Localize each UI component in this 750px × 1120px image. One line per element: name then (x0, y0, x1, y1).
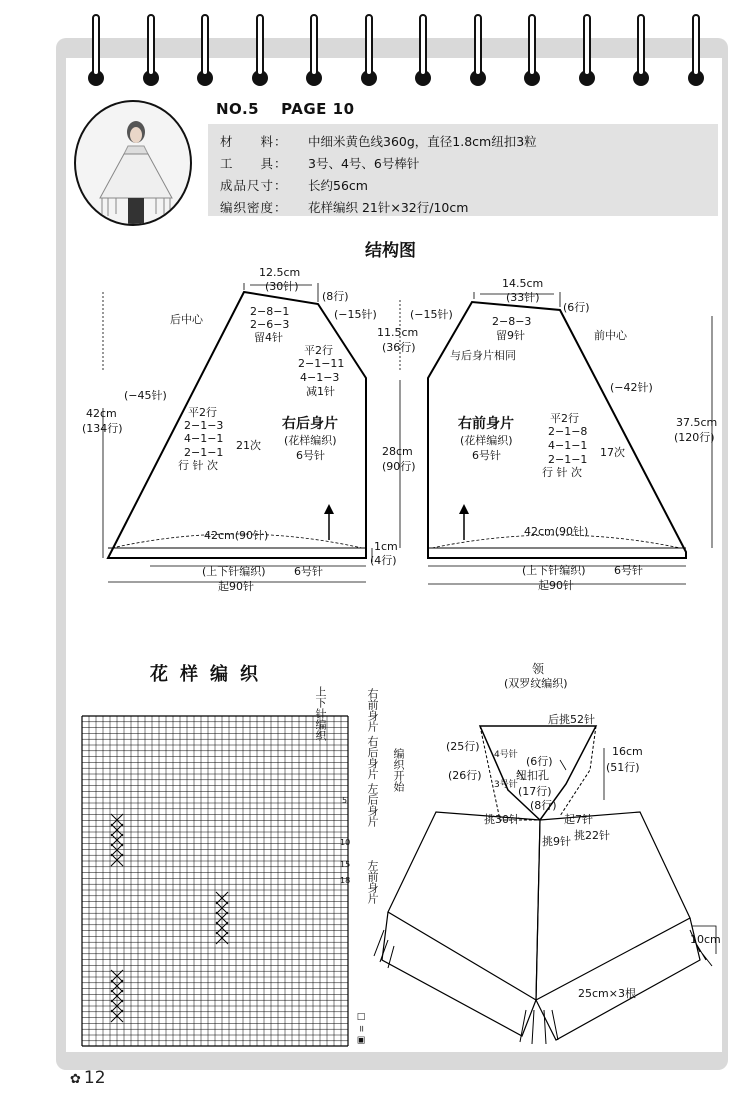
back-side-r1: 2−1−11 (298, 357, 345, 370)
front-rows6: (6行) (563, 301, 590, 314)
collar-rows25: (25行) (446, 740, 480, 753)
back-dec15: (−15针) (334, 308, 377, 321)
back-pattern: (花样编织) (284, 434, 337, 447)
mid-h2: 28cm (382, 445, 413, 458)
chart-row-5: 5 (342, 796, 348, 805)
chart-row-10: 10 (340, 838, 351, 847)
back-center-label: 后中心 (170, 313, 203, 326)
back-top-rule1: 2−8−1 (250, 305, 290, 318)
front-rule-r2: 4−1−1 (548, 439, 588, 452)
mid-h1-rows: (36行) (382, 341, 416, 354)
collar-subtitle: (双罗纹编织) (504, 677, 568, 690)
chart-legend: □ = ▣ (356, 1012, 366, 1046)
back-left-r2: 4−1−1 (184, 432, 224, 445)
front-rule-r3: 2−1−1 (548, 453, 588, 466)
front-rib-needle: 6号针 (614, 564, 643, 577)
collar-rows6: (6行) (526, 755, 553, 768)
page-number: ✿ 12 (70, 1068, 106, 1088)
front-times: 17次 (600, 446, 625, 459)
back-piece-name: 右后身片 (282, 416, 338, 432)
back-left-dec: (−45针) (124, 389, 167, 402)
collar-back-pick: 后挑52针 (548, 713, 595, 726)
collar-fringe: 25cm×3根 (578, 987, 636, 1000)
collar-sts4: 4号针 (494, 750, 518, 760)
front-rule-flat: 平2行 (550, 412, 579, 425)
front-height-rows: (120行) (674, 431, 715, 444)
back-rib-needle: 6号针 (294, 565, 323, 578)
front-top-sts: (33针) (506, 291, 540, 304)
front-dec15: (−15针) (410, 308, 453, 321)
front-top-rule1: 2−8−3 (492, 315, 532, 328)
collar-title: 领 (532, 662, 545, 676)
front-top-width: 14.5cm (502, 277, 544, 290)
back-cast-on: 起90针 (218, 580, 254, 593)
front-right-dec: (−42针) (610, 381, 653, 394)
spec-size: 成品尺寸： 长约56cm (220, 178, 368, 193)
mid-h2-rows: (90行) (382, 460, 416, 473)
back-left-times: 21次 (236, 439, 261, 452)
chart-row-18: 18 (340, 876, 351, 885)
back-side-r2: 4−1−3 (300, 371, 340, 384)
structure-title: 结构图 (365, 241, 416, 261)
back-height: 42cm (86, 407, 117, 420)
front-pattern: (花样编织) (460, 434, 513, 447)
mid-h3-rows: (4行) (370, 554, 397, 567)
collar-fringe-len: 10cm (690, 933, 721, 946)
back-top-sts: (30针) (265, 280, 299, 293)
front-height: 37.5cm (676, 416, 718, 429)
back-rib: (上下针编织) (202, 565, 266, 578)
chart-label-rib: 上下针编织 (314, 686, 327, 741)
front-rib: (上下针编织) (522, 564, 586, 577)
collar-start7: 起7针 (564, 813, 593, 826)
back-height-rows: (134行) (82, 422, 123, 435)
page-reference: PAGE 10 (281, 100, 355, 118)
spec-gauge: 编织密度： 花样编织 21针×32行/10cm (220, 200, 469, 215)
back-top-rule2: 2−6−3 (250, 318, 290, 331)
collar-pick22: 挑22针 (574, 829, 610, 842)
back-rows8: (8行) (322, 290, 349, 303)
back-left-cols: 行 针 次 (178, 459, 218, 472)
back-left-flat: 平2行 (188, 406, 217, 419)
mid-h3: 1cm (374, 540, 398, 553)
chart-label-panels: 右前身片 右后身片 左后身片 (366, 688, 379, 827)
pattern-number: NO.5 (216, 100, 260, 118)
front-center-label: 前中心 (594, 329, 627, 342)
front-cast-on: 起90针 (538, 579, 574, 592)
front-cols: 行 针 次 (542, 466, 582, 479)
collar-pick30: 挑30针 (484, 813, 520, 826)
pattern-chart-title: 花样编织 (150, 664, 270, 685)
collar-height: 16cm (612, 745, 643, 758)
spec-materials: 材 料： 中细米黄色线360g，直径1.8cm纽扣3粒 (220, 134, 537, 149)
stitch-chart-grid (82, 716, 351, 1046)
back-bottom-width: 42cm(90针) (204, 529, 269, 542)
chart-label-left-front: 左前身片 (366, 860, 379, 904)
front-top-rule2: 留9针 (496, 329, 525, 342)
collar-pick9: 挑9针 (542, 835, 571, 848)
collar-buttonhole: 纽扣孔 (516, 769, 549, 782)
chart-label-start: 编织开始 (392, 748, 405, 792)
front-piece-name: 右前身片 (458, 416, 514, 432)
spec-tools: 工 具： 3号、4号、6号棒针 (220, 156, 420, 171)
back-top-rule3: 留4针 (254, 331, 283, 344)
back-top-width: 12.5cm (259, 266, 301, 279)
front-needle: 6号针 (472, 449, 501, 462)
back-left-r1: 2−1−3 (184, 419, 224, 432)
chart-row-15: 15 (340, 860, 351, 869)
mid-h1: 11.5cm (377, 326, 419, 339)
collar-rows17: (17行) (518, 785, 552, 798)
front-same-as-back: 与后身片相同 (450, 349, 516, 362)
front-bottom-width: 42cm(90针) (524, 525, 589, 538)
flower-icon: ✿ (70, 1072, 81, 1087)
collar-rows26: (26行) (448, 769, 482, 782)
collar-height-rows: (51行) (606, 761, 640, 774)
back-side-flat: 平2行 (304, 344, 333, 357)
front-rule-r1: 2−1−8 (548, 425, 588, 438)
back-side-r3: 减1针 (306, 385, 335, 398)
back-left-r3: 2−1−1 (184, 446, 224, 459)
collar-rows8: (8行) (530, 799, 557, 812)
back-needle: 6号针 (296, 449, 325, 462)
collar-sts3: 3号针 (494, 780, 518, 790)
